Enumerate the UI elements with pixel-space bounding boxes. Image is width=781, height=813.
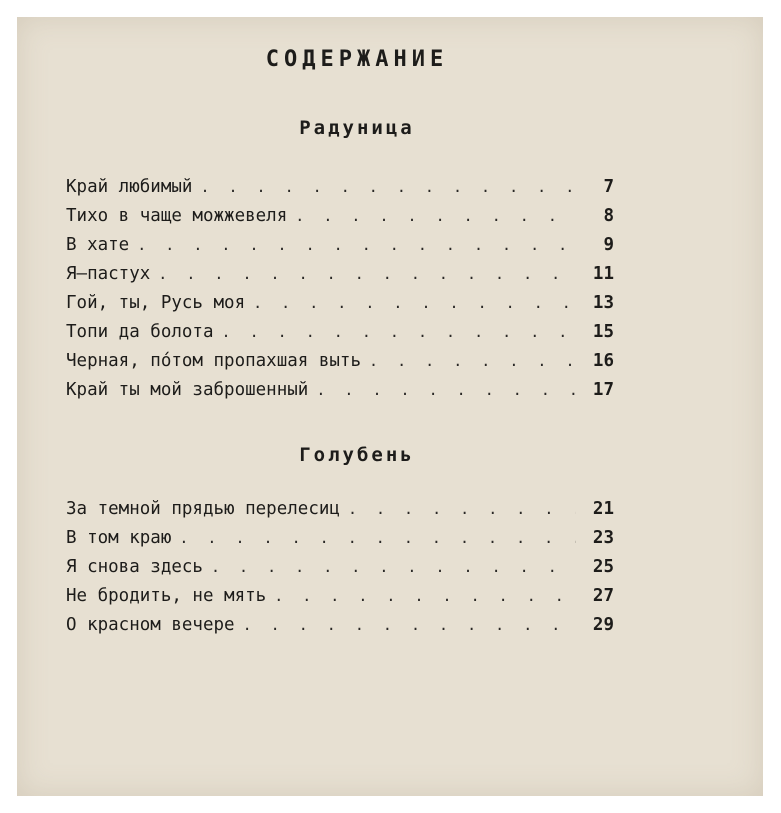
dot-leader (348, 495, 576, 524)
page-title: СОДЕРЖАНИЕ (265, 47, 449, 72)
dot-leader (253, 289, 576, 318)
toc-entry (66, 260, 614, 289)
toc-entry-page: 17 (592, 380, 614, 400)
toc-entry-title: О красном вечере (66, 615, 235, 635)
toc-entry-page: 9 (603, 235, 614, 255)
toc-entry-page: 27 (592, 586, 614, 606)
toc-entry-title: В том краю (66, 528, 172, 548)
toc-list-goluben (66, 495, 614, 640)
toc-entry-page: 16 (592, 351, 614, 371)
toc-entry (66, 173, 614, 202)
toc-entry-title: Край любимый (66, 177, 193, 197)
dot-leader (179, 524, 576, 553)
dot-leader (369, 347, 576, 376)
toc-entry-title: Не бродить, не мять (66, 586, 267, 606)
book-page (17, 17, 763, 796)
toc-entry-title: Черная, пóтом пропахшая выть (66, 351, 362, 371)
toc-entry-page: 13 (592, 293, 614, 313)
toc-entry (66, 231, 614, 260)
toc-entry (66, 495, 614, 524)
toc-entry-title: Я снова здесь (66, 557, 203, 577)
toc-entry-title: Я—пастух (66, 264, 151, 284)
toc-entry-title: Край ты мой заброшенный (66, 380, 309, 400)
dot-leader (243, 611, 576, 640)
toc-entry-page: 21 (592, 499, 614, 519)
dot-leader (211, 553, 576, 582)
toc-entry (66, 318, 614, 347)
toc-entry (66, 202, 614, 231)
toc-entry (66, 376, 614, 405)
toc-entry (66, 611, 614, 640)
toc-entry (66, 553, 614, 582)
toc-entry-page: 7 (603, 177, 614, 197)
toc-entry (66, 524, 614, 553)
toc-entry-page: 29 (592, 615, 614, 635)
toc-entry-page: 11 (592, 264, 614, 284)
toc-entry-page: 23 (592, 528, 614, 548)
toc-entry-page: 8 (603, 206, 614, 226)
dot-leader (137, 231, 576, 260)
section-title-goluben: Голубень (299, 444, 415, 466)
toc-entry-title: В хате (66, 235, 130, 255)
toc-entry (66, 347, 614, 376)
toc-entry (66, 582, 614, 611)
toc-entry (66, 289, 614, 318)
toc-entry-page: 15 (592, 322, 614, 342)
dot-leader (222, 318, 576, 347)
dot-leader (295, 202, 576, 231)
toc-list-radunitsa (66, 173, 614, 405)
toc-entry-title: За темной прядью перелесиц (66, 499, 340, 519)
dot-leader (316, 376, 576, 405)
toc-entry-title: Топи да болота (66, 322, 214, 342)
toc-entry-page: 25 (592, 557, 614, 577)
toc-entry-title: Гой, ты, Русь моя (66, 293, 246, 313)
dot-leader (200, 173, 576, 202)
dot-leader (274, 582, 576, 611)
section-title-radunitsa: Радуница (299, 117, 415, 139)
toc-entry-title: Тихо в чаще можжевеля (66, 206, 288, 226)
dot-leader (158, 260, 576, 289)
